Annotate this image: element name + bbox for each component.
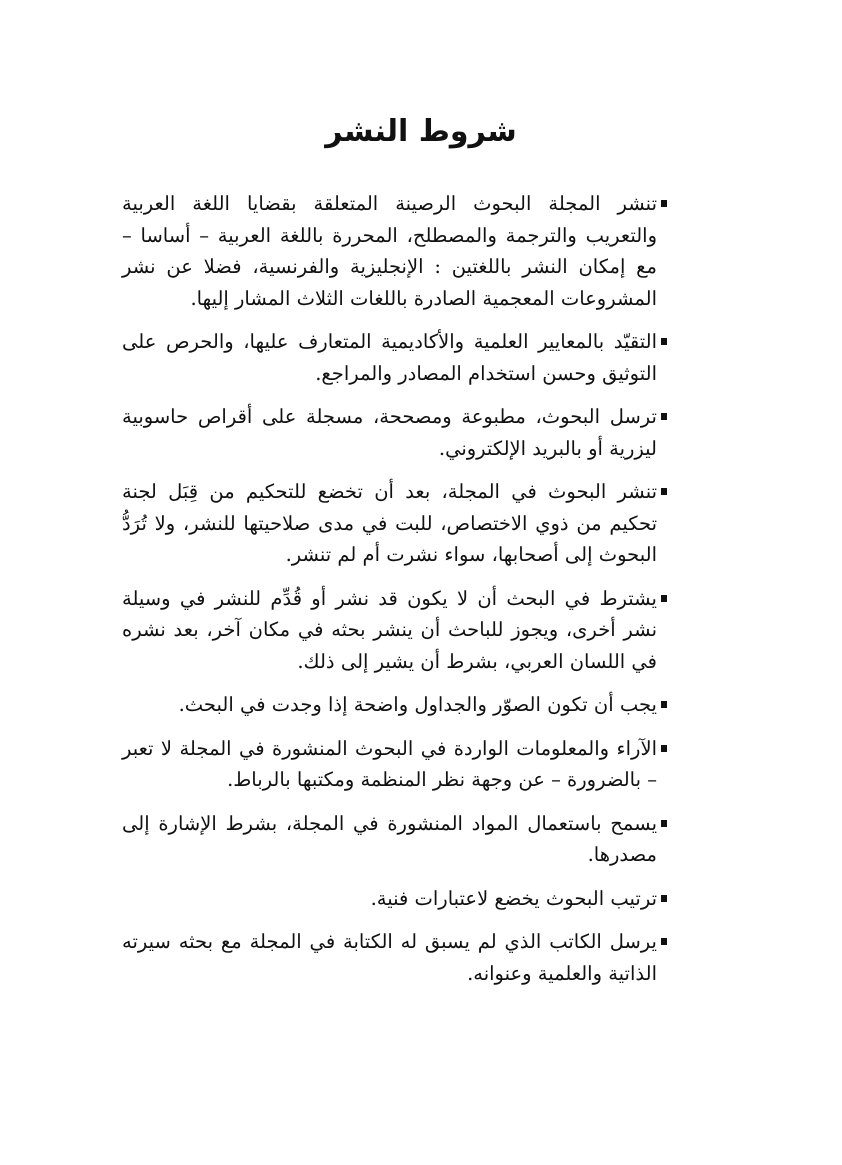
square-bullet-icon [661,488,667,495]
condition-text: تنشر المجلة البحوث الرصينة المتعلقة بقضايا اللغة العربية والتعريب والترجمة والمصطلح، المحررة باللغة العربية – أساسا – مع إمكان النشر باللغتين : الإنجليزية والفرنسية، فضلا عن نشر المشروعات المعجمية الصادرة باللغات الثلاث المشار إليها. [122,192,657,310]
condition-item [122,733,667,796]
condition-item [122,583,667,678]
publication-conditions-list [122,188,667,1001]
condition-text: يرسل الكاتب الذي لم يسبق له الكتابة في المجلة مع بحثه سيرته الذاتية والعلمية وعنوانه. [122,930,657,985]
square-bullet-icon [661,413,667,420]
page-title: شروط النشر [325,114,517,149]
condition-item [122,401,667,464]
square-bullet-icon [661,745,667,752]
condition-text: ترسل البحوث، مطبوعة ومصححة، مسجلة على أقراص حاسوبية ليزرية أو بالبريد الإلكتروني. [122,405,657,460]
condition-text: الآراء والمعلومات الواردة في البحوث المنشورة في المجلة لا تعبر – بالضرورة – عن وجهة نظر المنظمة ومكتبها بالرباط. [122,736,657,791]
condition-text: تنشر البحوث في المجلة، بعد أن تخضع للتحكيم من قِبَل لجنة تحكيم من ذوي الاختصاص، للبت في مدى صلاحيتها للنشر، ولا تُرَدُّ البحوث إلى أصحابها، سواء نشرت أم لم تنشر. [122,480,657,566]
condition-text: يشترط في البحث أن لا يكون قد نشر أو قُدِّم للنشر في وسيلة نشر أخرى، ويجوز للباحث أن ينشر بحثه في مكان آخر، بعد نشره في اللسان العربي، بشرط أن يشير إلى ذلك. [122,586,657,673]
condition-item [122,689,667,721]
condition-text: التقيّد بالمعايير العلمية والأكاديمية المتعارف عليها، والحرص على التوثيق وحسن استخدام المصادر والمراجع. [122,330,657,385]
square-bullet-icon [661,895,667,902]
square-bullet-icon [661,938,667,945]
square-bullet-icon [661,820,667,827]
condition-text: يسمح باستعمال المواد المنشورة في المجلة، بشرط الإشارة إلى مصدرها. [122,811,657,866]
condition-item [122,883,667,915]
condition-item [122,476,667,571]
square-bullet-icon [661,595,667,602]
condition-item [122,926,667,989]
square-bullet-icon [661,701,667,708]
condition-text: ترتيب البحوث يخضع لاعتبارات فنية. [370,886,657,910]
condition-item [122,808,667,871]
square-bullet-icon [661,338,667,345]
condition-item [122,188,667,314]
condition-text: يجب أن تكون الصوّر والجداول واضحة إذا وجدت في البحث. [178,693,657,716]
square-bullet-icon [661,200,667,207]
condition-item [122,326,667,389]
